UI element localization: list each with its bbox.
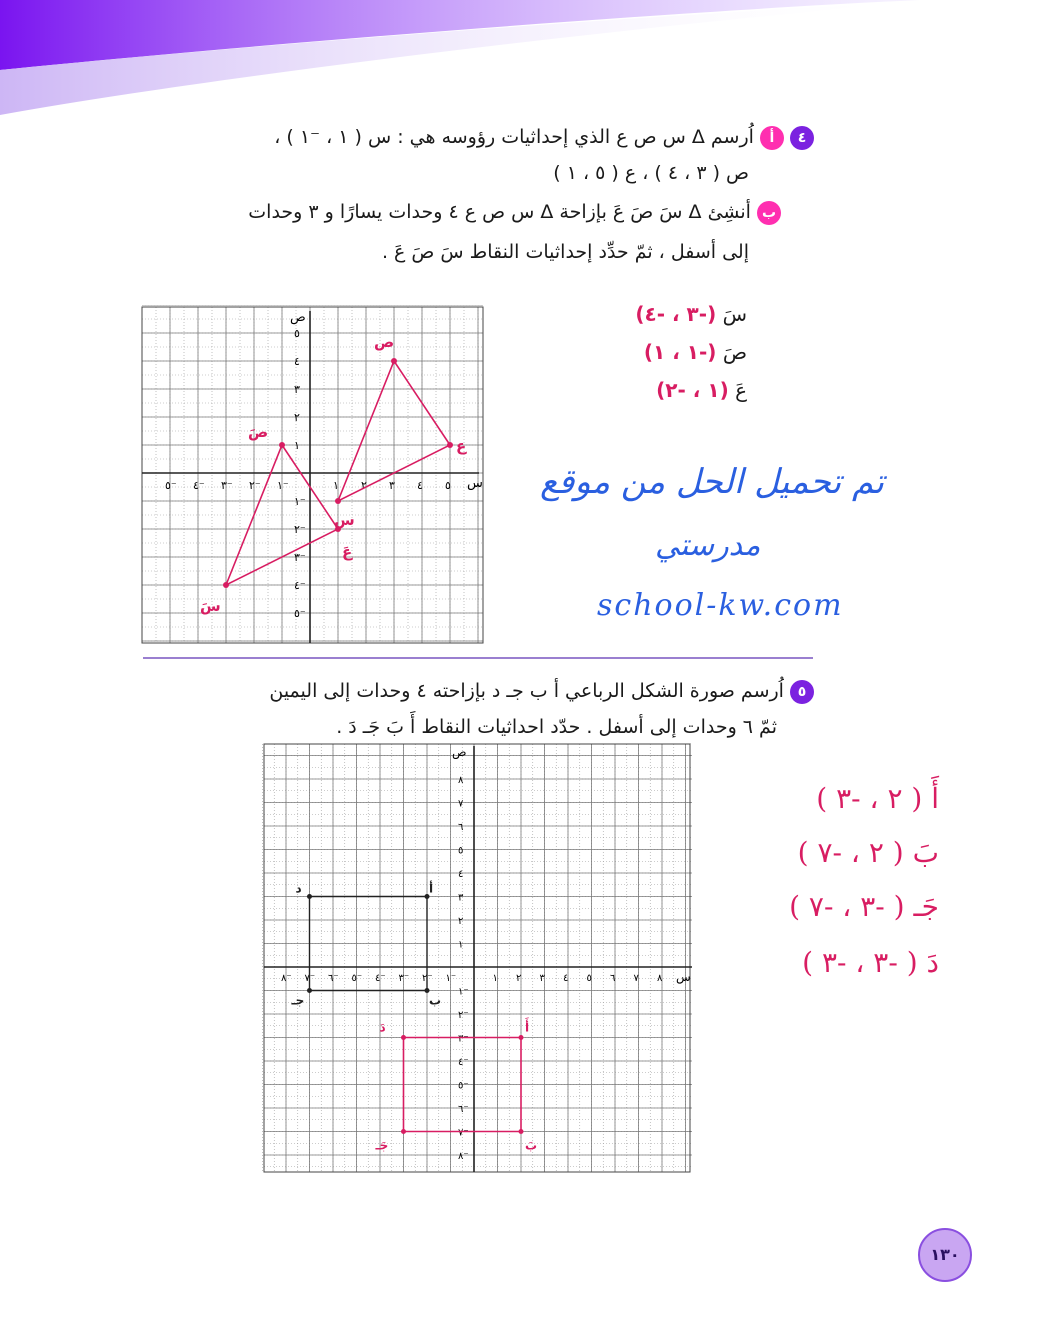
q4-answer-s <box>635 298 747 330</box>
y-tick-label: ٥⁻ <box>294 607 306 620</box>
x-axis-label: س <box>467 476 483 491</box>
q5-text2: ثمّ ٦ وحدات إلى أسفل . حدّد احداثيات النقاط أَ بَ جَـ دَ . <box>336 716 777 738</box>
y-tick-label: ١⁻ <box>458 986 469 998</box>
q5-answer-b: بَ ( ٢ ، -٧ ) <box>797 836 939 869</box>
y-tick-label: ٤⁻ <box>458 1057 469 1068</box>
y-tick-label: ٥ <box>458 845 464 857</box>
answer-label: عَ <box>735 378 747 402</box>
vertex-label-a-prime: عَ <box>342 543 353 561</box>
page-number: ١٣٠ <box>918 1228 972 1282</box>
q4-part-a-badge: أ <box>760 126 784 150</box>
q4-part-a-text1: اُرسم Δ س ص ع الذي إحداثيات رؤوسه هي : س ( ١ ، ⁻١ ) ، <box>274 126 754 148</box>
y-tick-label: ٢⁻ <box>458 1010 469 1021</box>
vertex-label-a-prime: أَ <box>525 1020 530 1035</box>
x-tick-label: ٥ <box>586 973 592 984</box>
y-tick-label: ٦⁻ <box>458 1104 469 1115</box>
x-tick-label: ٢ <box>361 479 367 492</box>
answer-label: سَ <box>722 302 747 326</box>
q4-part-a-line2 <box>553 158 749 188</box>
coordinate-graph-2 <box>262 742 694 1174</box>
vertex-point <box>279 442 285 448</box>
answer-value: (-١ ، ١) <box>643 340 717 364</box>
x-tick-label: ٢⁻ <box>249 479 261 492</box>
vertex-point <box>307 894 312 899</box>
vertex-label-b: ب <box>429 993 442 1008</box>
x-tick-label: ١ <box>333 479 339 492</box>
y-tick-label: ٤ <box>294 355 300 368</box>
q5-answer-c: جَـ ( -٣ ، -٧ ) <box>789 890 939 923</box>
y-axis-label: ص <box>290 310 306 325</box>
x-tick-label: ٦ <box>610 973 616 984</box>
x-tick-label: ٥⁻ <box>351 973 363 984</box>
y-tick-label: ٢⁻ <box>294 523 306 536</box>
q5-line2 <box>336 712 777 742</box>
x-tick-label: ١ <box>492 973 498 984</box>
q4-part-b-text1: أنشِئ Δ سَ صَ عَ بإزاحة Δ س ص ع ٤ وحدات يسارًا و ٣ وحدات <box>248 201 751 223</box>
q4-part-a-line1 <box>274 122 814 152</box>
q5-answer-a: أَ ( ٢ ، -٣ ) <box>816 782 939 815</box>
x-tick-label: ٤ <box>417 479 423 492</box>
y-tick-label: ٣ <box>294 383 300 396</box>
y-tick-label: ٥ <box>294 327 300 340</box>
vertex-label-d-prime: دَ <box>379 1020 386 1035</box>
vertex-point <box>391 358 397 364</box>
vertex-point <box>425 988 430 993</box>
q5-answer-d: دَ ( -٣ ، -٣ ) <box>802 946 939 979</box>
y-axis-label: ص <box>452 745 467 759</box>
q4-part-b-line1 <box>248 197 781 227</box>
q4-part-b-line2 <box>382 237 749 267</box>
vertex-point <box>223 582 229 588</box>
y-tick-label: ١ <box>294 439 300 452</box>
x-tick-label: ١⁻ <box>277 479 289 492</box>
x-tick-label: ٧ <box>633 973 639 984</box>
y-tick-label: ٢ <box>458 916 464 927</box>
vertex-label-p: ص <box>374 333 395 351</box>
y-tick-label: ٤⁻ <box>294 579 306 592</box>
q5-text1: اُرسم صورة الشكل الرباعي أ ب جـ د بإزاحته ٤ وحدات إلى اليمين <box>269 680 784 702</box>
x-tick-label: ٣ <box>539 973 545 984</box>
x-tick-label: ٤ <box>563 973 569 984</box>
y-tick-label: ٥⁻ <box>458 1080 469 1092</box>
vertex-label-c: جـ <box>291 993 305 1008</box>
vertex-label-s-prime: سَ <box>200 597 221 615</box>
answer-value: (١ ، -٢) <box>656 378 729 402</box>
x-tick-label: ٦⁻ <box>328 973 339 984</box>
x-tick-label: ٤⁻ <box>375 973 386 984</box>
x-tick-label: ٤⁻ <box>193 479 205 492</box>
vertex-point <box>447 442 453 448</box>
y-tick-label: ٣⁻ <box>294 551 306 564</box>
x-tick-label: ٣⁻ <box>221 479 233 492</box>
y-tick-label: ١⁻ <box>294 495 306 508</box>
vertex-label-c-prime: جَـ <box>375 1138 389 1153</box>
q4-answer-a <box>656 374 747 406</box>
x-tick-label: ٣ <box>389 479 395 492</box>
q5-number-badge: ٥ <box>790 680 814 704</box>
handwritten-note-line2: مدرستي <box>655 528 761 563</box>
y-tick-label: ٣⁻ <box>458 1033 469 1045</box>
answer-value: (-٣ ، -٤) <box>635 302 717 326</box>
section-divider <box>143 657 813 659</box>
q4-part-b-badge: ب <box>757 201 781 225</box>
vertex-point <box>335 498 341 504</box>
y-tick-label: ٦ <box>458 822 464 833</box>
answer-label: صَ <box>722 340 747 364</box>
vertex-label-d: د <box>295 881 302 896</box>
y-tick-label: ٧ <box>458 798 464 810</box>
y-tick-label: ٢ <box>294 411 300 424</box>
vertex-point <box>519 1035 524 1040</box>
q4-number-badge: ٤ <box>790 126 814 150</box>
q4-answer-p <box>644 336 747 368</box>
y-tick-label: ٨ <box>458 775 464 786</box>
x-tick-label: ٣⁻ <box>398 973 410 984</box>
y-tick-label: ٤ <box>458 869 464 880</box>
vertex-point <box>519 1129 524 1134</box>
vertex-point <box>307 988 312 993</box>
vertex-label-s: س <box>334 511 355 529</box>
vertex-label-b-prime: بَ <box>525 1138 538 1153</box>
vertex-label-a: أ <box>429 881 434 896</box>
q4-part-b-text2: إلى أسفل ، ثمّ حدِّد إحداثيات النقاط سَ صَ عَ . <box>381 241 749 263</box>
x-tick-label: ٨ <box>657 973 663 984</box>
vertex-label-a: ع <box>456 437 467 455</box>
x-tick-label: ٨⁻ <box>281 973 292 984</box>
handwritten-note-url: school-kw.com <box>597 588 844 623</box>
y-tick-label: ٨⁻ <box>458 1151 469 1162</box>
vertex-label-p-prime: صَ <box>248 423 269 441</box>
grid-border <box>142 307 483 643</box>
vertex-point <box>401 1129 406 1134</box>
q5-line1 <box>269 676 814 706</box>
x-tick-label: ١⁻ <box>445 973 457 984</box>
y-tick-label: ٧⁻ <box>458 1127 469 1139</box>
header-swoosh <box>0 0 1039 120</box>
coordinate-graph-1 <box>140 305 485 645</box>
handwritten-note-line1: تم تحميل الحل من موقع <box>540 462 885 502</box>
q4-part-a-text2: ص ( ٣ ، ٤ ) ، ع ( ٥ ، ١ ) <box>553 162 749 184</box>
x-tick-label: ٥ <box>445 479 451 492</box>
vertex-point <box>401 1035 406 1040</box>
x-axis-label: س <box>676 970 691 984</box>
x-tick-label: ٢ <box>516 973 522 984</box>
x-tick-label: ٥⁻ <box>165 479 177 492</box>
y-tick-label: ١ <box>458 939 464 951</box>
x-tick-label: ٢⁻ <box>422 973 433 984</box>
x-tick-label: ٧⁻ <box>304 973 316 984</box>
y-tick-label: ٣ <box>458 892 464 904</box>
